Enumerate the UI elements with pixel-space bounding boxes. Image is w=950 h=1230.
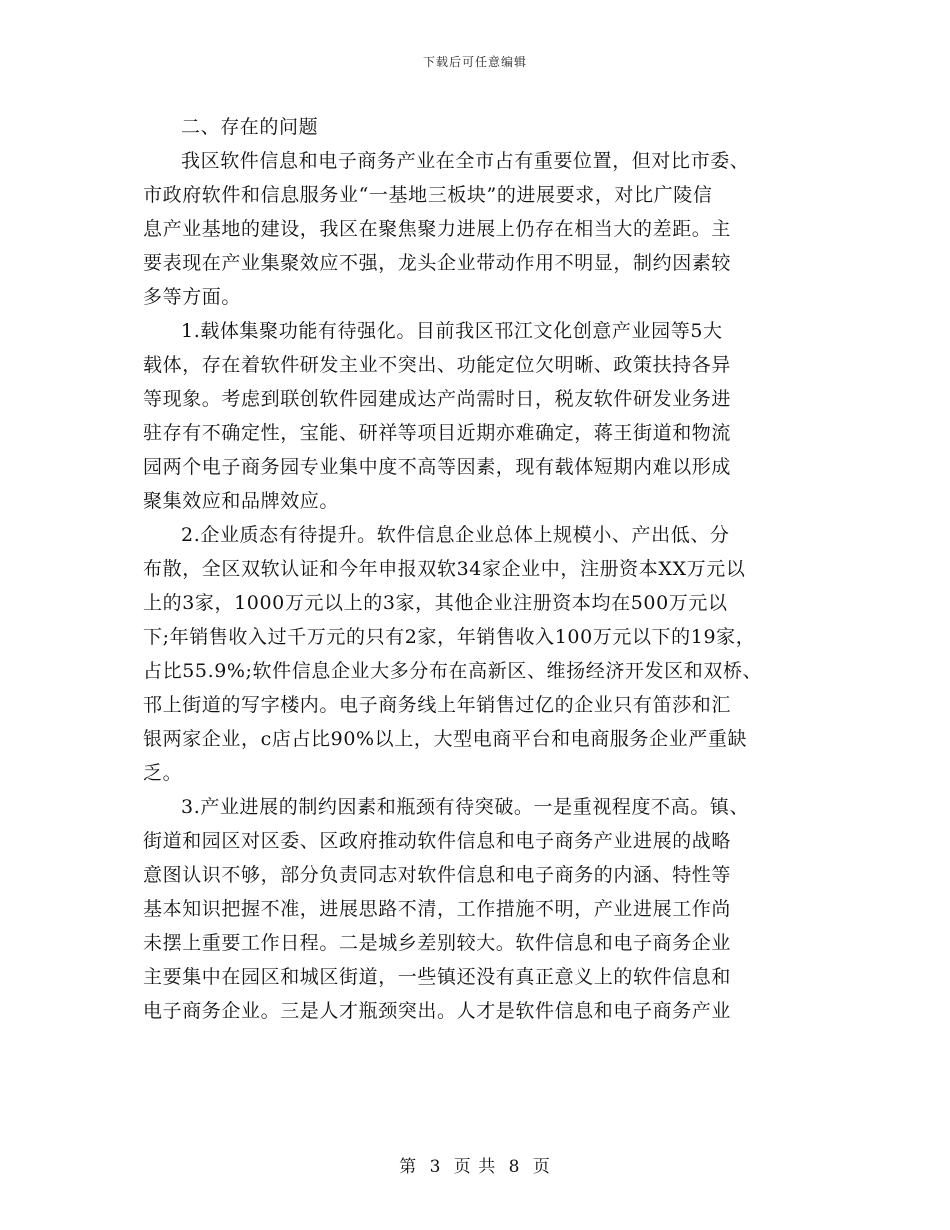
text-line: 主要集中在园区和城区街道，一些镇还没有真正意义上的软件信息和: [143, 966, 732, 988]
footer-current-page: 3: [429, 1157, 442, 1177]
text-line: 未摆上重要工作日程。二是城乡差别较大。软件信息和电子商务企业: [143, 932, 732, 954]
text-line: 占比55.9%;软件信息企业大多分布在高新区、维扬经济开发区和双桥、: [143, 660, 763, 682]
text-line: 下;年销售收入过千万元的只有2家，年销售收入100万元以下的19家，: [143, 626, 756, 648]
text-line: 市政府软件和信息服务业“一基地三板块”的进展要求，对比广陵信: [143, 184, 713, 206]
text-line: 二、存在的问题: [181, 116, 319, 138]
text-line: 等现象。考虑到联创软件园建成达产尚需时日，税友软件研发业务进: [143, 388, 732, 410]
text-line: 聚集效应和品牌效应。: [143, 490, 340, 512]
page-footer: [0, 1152, 950, 1177]
text-line: 基本知识把握不准，进展思路不清，工作措施不明，产业进展工作尚: [143, 898, 732, 920]
text-line: 载体，存在着软件研发主业不突出、功能定位欠明晰、政策扶持各异: [143, 354, 732, 376]
page-header-note: 下载后可任意编辑: [422, 55, 527, 69]
text-line: 3.产业进展的制约因素和瓶颈有待突破。一是重视程度不高。镇、: [181, 796, 750, 818]
text-line: 银两家企业，c店占比90%以上，大型电商平台和电商服务企业严重缺: [143, 728, 748, 750]
text-line: 多等方面。: [143, 286, 242, 308]
footer-suffix: 页: [532, 1157, 551, 1177]
text-line: 乏。: [143, 762, 183, 784]
text-line: 电子商务企业。三是人才瓶颈突出。人才是软件信息和电子商务产业: [143, 1000, 732, 1022]
text-line: 我区软件信息和电子商务产业在全市占有重要位置，但对比市委、: [181, 150, 750, 172]
text-line: 2.企业质态有待提升。软件信息企业总体上规模小、产出低、分: [181, 524, 730, 546]
text-line: 上的3家，1000万元以上的3家，其他企业注册资本均在500万元以: [143, 592, 728, 614]
footer-prefix: 第: [399, 1157, 418, 1177]
text-line: 息产业基地的建设，我区在聚焦聚力进展上仍存在相当大的差距。主: [143, 218, 732, 240]
text-line: 街道和园区对区委、区政府推动软件信息和电子商务产业进展的战略: [143, 830, 732, 852]
text-line: 意图认识不够，部分负责同志对软件信息和电子商务的内涵、特性等: [143, 864, 732, 886]
text-line: 驻存有不确定性，宝能、研祥等项目近期亦难确定，蒋王街道和物流: [143, 422, 732, 444]
footer-total-pages: 8: [508, 1157, 521, 1177]
text-line: 要表现在产业集聚效应不强，龙头企业带动作用不明显，制约因素较: [143, 252, 732, 274]
text-line: 布散，全区双软认证和今年申报双软34家企业中，注册资本XX万元以: [143, 558, 746, 580]
text-line: 园两个电子商务园专业集中度不高等因素，现有载体短期内难以形成: [143, 456, 732, 478]
text-line: 邗上街道的写字楼内。电子商务线上年销售过亿的企业只有笛莎和汇: [143, 694, 732, 716]
document-body: [143, 110, 815, 1028]
footer-middle: 页 共: [453, 1157, 497, 1177]
text-line: 1.载体集聚功能有待强化。目前我区邗江文化创意产业园等5大: [181, 320, 723, 342]
